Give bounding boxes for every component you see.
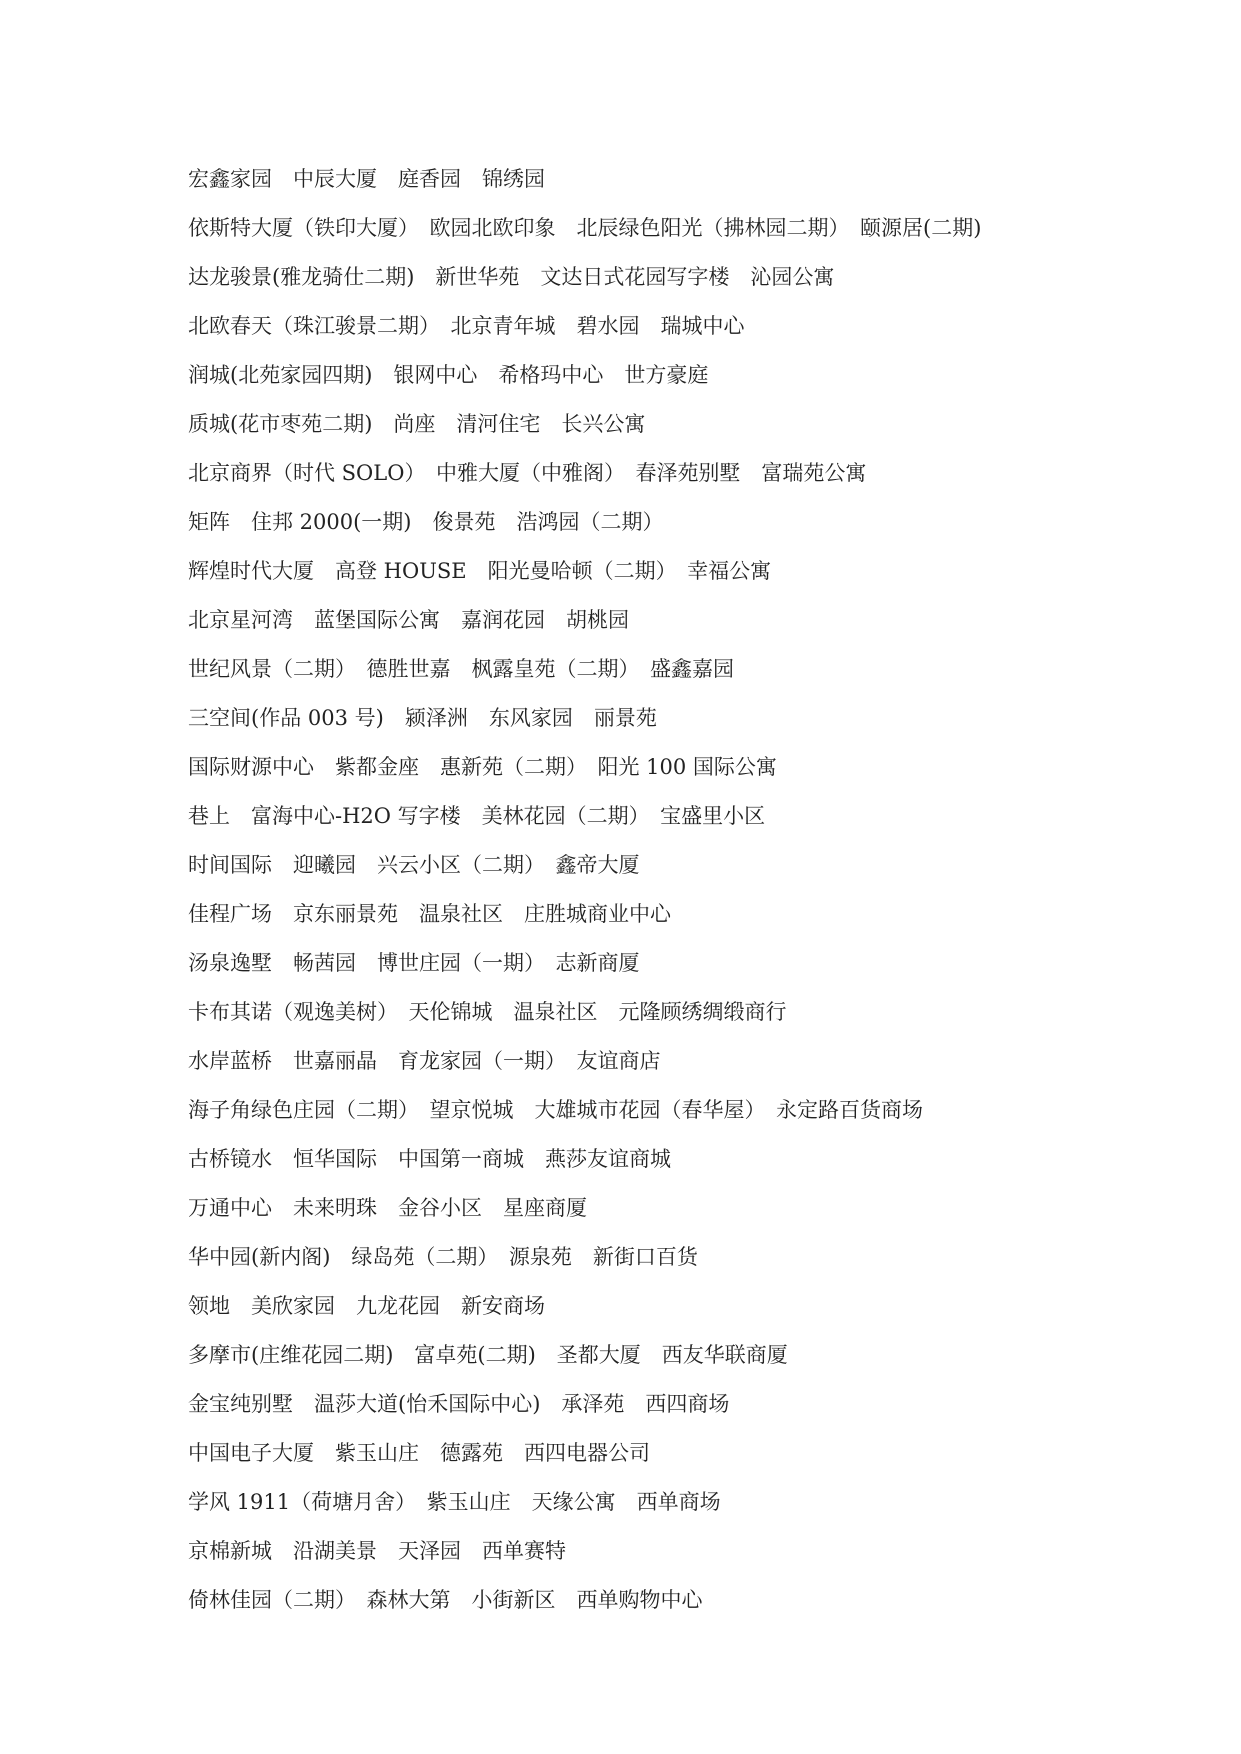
text-line: 国际财源中心 紫都金座 惠新苑（二期） 阳光 100 国际公寓 [188,755,777,779]
text-block [188,155,1188,1625]
text-line: 佳程广场 京东丽景苑 温泉社区 庄胜城商业中心 [188,902,671,926]
text-line: 巷上 富海中心-H2O 写字楼 美林花园（二期） 宝盛里小区 [188,804,766,828]
text-line: 领地 美欣家园 九龙花园 新安商场 [188,1294,545,1318]
text-line: 辉煌时代大厦 高登 HOUSE 阳光曼哈顿（二期） 幸福公寓 [188,559,772,583]
text-line: 时间国际 迎曦园 兴云小区（二期） 鑫帝大厦 [188,853,640,877]
text-line: 三空间(作品 003 号) 颍泽洲 东风家园 丽景苑 [188,706,657,730]
text-line: 质城(花市枣苑二期) 尚座 清河住宅 长兴公寓 [188,412,646,436]
text-line: 万通中心 未来明珠 金谷小区 星座商厦 [188,1196,587,1220]
text-line: 宏鑫家园 中辰大厦 庭香园 锦绣园 [188,167,545,191]
text-line: 学风 1911（荷塘月舍） 紫玉山庄 天缘公寓 西单商场 [188,1490,721,1514]
text-line: 润城(北苑家园四期) 银网中心 希格玛中心 世方豪庭 [188,363,709,387]
text-line: 依斯特大厦（铁印大厦） 欧园北欧印象 北辰绿色阳光（拂林园二期） 颐源居(二期) [188,216,982,240]
text-line: 汤泉逸墅 畅茜园 博世庄园（一期） 志新商厦 [188,951,640,975]
text-line: 北京星河湾 蓝堡国际公寓 嘉润花园 胡桃园 [188,608,629,632]
text-line: 京棉新城 沿湖美景 天泽园 西单赛特 [188,1539,566,1563]
text-line: 倚林佳园（二期） 森林大第 小街新区 西单购物中心 [188,1588,703,1612]
text-line: 中国电子大厦 紫玉山庄 德露苑 西四电器公司 [188,1441,650,1465]
text-line: 水岸蓝桥 世嘉丽晶 育龙家园（一期） 友谊商店 [188,1049,661,1073]
text-line: 古桥镜水 恒华国际 中国第一商城 燕莎友谊商城 [188,1147,671,1171]
text-line: 海子角绿色庄园（二期） 望京悦城 大雄城市花园（春华屋） 永定路百货商场 [188,1098,923,1122]
text-line: 华中园(新内阁) 绿岛苑（二期） 源泉苑 新街口百货 [188,1245,698,1269]
text-line: 卡布其诺（观逸美树） 天伦锦城 温泉社区 元隆顾绣绸缎商行 [188,1000,787,1024]
text-line: 世纪风景（二期） 德胜世嘉 枫露皇苑（二期） 盛鑫嘉园 [188,657,734,681]
text-line: 北欧春天（珠江骏景二期） 北京青年城 碧水园 瑞城中心 [188,314,745,338]
text-line: 金宝纯别墅 温莎大道(怡禾国际中心) 承泽苑 西四商场 [188,1392,730,1416]
text-line: 多摩市(庄维花园二期) 富卓苑(二期) 圣都大厦 西友华联商厦 [188,1343,788,1367]
text-line: 达龙骏景(雅龙骑仕二期) 新世华苑 文达日式花园写字楼 沁园公寓 [188,265,835,289]
text-line: 矩阵 住邦 2000(一期) 俊景苑 浩鸿园（二期） [188,510,664,534]
text-line: 北京商界（时代 SOLO） 中雅大厦（中雅阁） 春泽苑别墅 富瑞苑公寓 [188,461,867,485]
